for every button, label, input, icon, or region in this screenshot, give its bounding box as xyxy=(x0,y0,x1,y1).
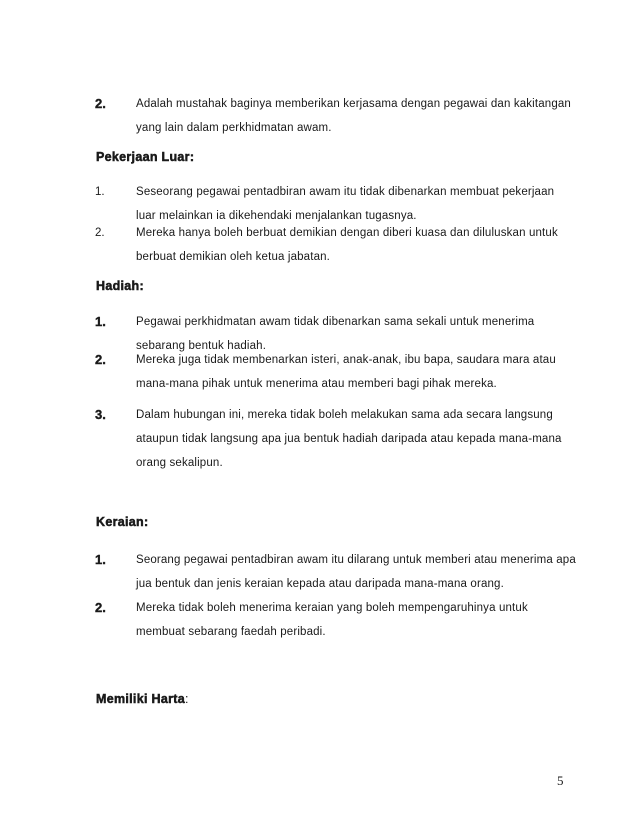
section-heading-text: Memiliki Harta xyxy=(96,692,185,706)
list-text: Seseorang pegawai pentadbiran awam itu tidak dibenarkan membuat pekerjaan luar melainkan ia dikehendaki menjalankan tugasnya. xyxy=(136,186,555,222)
list-text: Dalam hubungan ini, mereka tidak boleh melakukan sama ada secara langsung ataupun tidak langsung apa jua bentuk hadiah daripada atau kepada mana-mana orang sekalipun. xyxy=(136,409,562,469)
section-heading-keraian: Keraian: xyxy=(96,515,149,529)
list-text: Mereka tidak boleh menerima keraian yang boleh mempengaruhinya untuk membuat sebarang faedah peribadi. xyxy=(136,602,528,638)
list-text: Mereka juga tidak membenarkan isteri, anak-anak, ibu bapa, saudara mara atau mana-mana pihak untuk menerima atau memberi bagi pihak mereka. xyxy=(136,354,556,390)
section-heading-hadiah: Hadiah: xyxy=(96,279,144,293)
list-item xyxy=(95,348,577,396)
list-item xyxy=(95,403,577,475)
list-number: 2. xyxy=(95,227,105,239)
list-number: 2. xyxy=(95,96,106,111)
section-heading-pekerjaan-luar: Pekerjaan Luar: xyxy=(96,150,195,164)
list-item xyxy=(95,92,577,140)
list-number: 1. xyxy=(95,314,106,329)
list-text: Seorang pegawai pentadbiran awam itu dilarang untuk memberi atau menerima apa jua bentuk dan jenis keraian kepada atau daripada mana-mana orang. xyxy=(136,554,576,590)
list-item xyxy=(95,548,577,596)
page-number: 5 xyxy=(557,773,564,788)
list-number: 2. xyxy=(95,600,106,615)
list-item xyxy=(95,596,577,644)
list-text: Pegawai perkhidmatan awam tidak dibenarkan sama sekali untuk menerima sebarang bentuk hadiah. xyxy=(136,316,535,352)
list-text: Adalah mustahak baginya memberikan kerjasama dengan pegawai dan kakitangan yang lain dalam perkhidmatan awam. xyxy=(136,98,571,134)
heading-colon: : xyxy=(184,692,189,706)
section-heading-memiliki-harta xyxy=(96,692,189,706)
list-number: 2. xyxy=(95,352,106,367)
list-item xyxy=(95,221,577,269)
list-number: 3. xyxy=(95,407,106,422)
list-number: 1. xyxy=(95,552,106,567)
list-number: 1. xyxy=(95,186,105,198)
list-text: Mereka hanya boleh berbuat demikian dengan diberi kuasa dan diluluskan untuk berbuat demikian oleh ketua jabatan. xyxy=(136,227,558,263)
